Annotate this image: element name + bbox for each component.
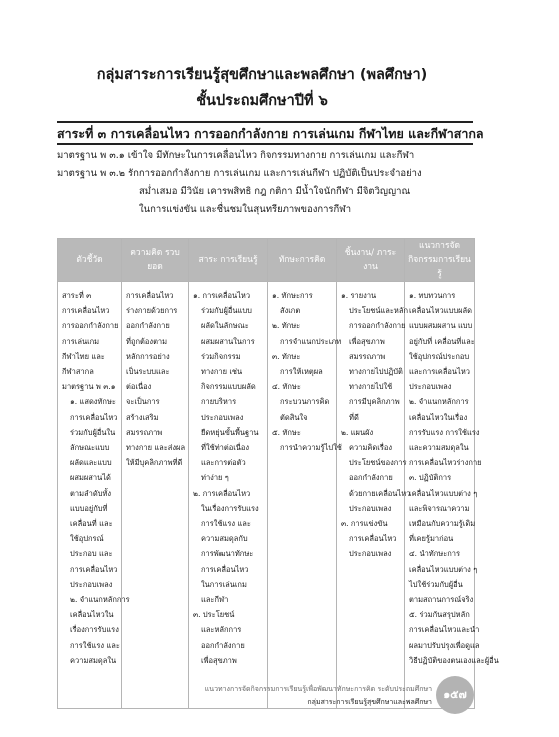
curriculum-table bbox=[57, 238, 499, 709]
cell-line: เคลื่อนไหวใน bbox=[70, 610, 114, 620]
cell-line: การพัฒนาทักษะ bbox=[201, 549, 254, 559]
header-indicator: ตัวชี้วัด bbox=[58, 239, 122, 282]
cell-line: ร่วมกิจกรรม bbox=[201, 351, 241, 361]
cell-line: กิจกรรมแบบผลัด bbox=[201, 382, 256, 392]
cell-line: การเคลื่อนไหว bbox=[201, 564, 249, 574]
cell-line: ผสมผสานในการ bbox=[201, 336, 255, 346]
cell-line: ๔. ทักษะ bbox=[272, 382, 301, 392]
cell-line: ที่ดี bbox=[349, 412, 359, 422]
cell-line: ประกอบเพลง bbox=[201, 412, 244, 422]
cell-line: การออกกำลังกาย bbox=[349, 321, 406, 331]
cell-line: ประโยชน์และหลัก bbox=[349, 306, 408, 316]
cell-line: การใช้แรง และ bbox=[70, 640, 120, 650]
cell-line: กีฬาไทย และ bbox=[62, 351, 105, 361]
header-activities: แนวการจัด กิจกรรมการเรียนรู้ bbox=[405, 239, 475, 282]
thinking-skills-cell bbox=[268, 282, 342, 709]
cell-line: การเคลื่อนไหวร่างกาย bbox=[409, 458, 482, 468]
cell-line: ตามสถานการณ์จริง bbox=[409, 595, 474, 605]
page-title: กลุ่มสาระการเรียนรู้สุขศึกษาและพลศึกษา (พลศึกษา) bbox=[96, 67, 428, 83]
cell-line: การเล่นเกม bbox=[62, 336, 100, 346]
cell-line: ท่าง่าย ๆ bbox=[201, 473, 229, 483]
cell-line: กระบวนการคิด bbox=[280, 397, 330, 407]
cell-line: ด้วยกายเคลื่อนไหว bbox=[349, 488, 411, 498]
cell-line: การเคลื่อนไหวและนำ bbox=[409, 625, 480, 635]
standard-1: มาตรฐาน พ ๓.๑ เข้าใจ มีทักษะในการเคลื่อนไหว กิจกรรมทางกาย การเล่นเกม และกีฬา bbox=[57, 150, 415, 161]
cell-line: ตัดสินใจ bbox=[280, 412, 308, 422]
cell-line: การมีบุคลิกภาพ bbox=[349, 397, 400, 407]
cell-line: ประกอบเพลง bbox=[349, 503, 392, 513]
cell-line: การเคลื่อนไหว bbox=[70, 564, 118, 574]
cell-line: ต่อเนื่อง bbox=[126, 382, 152, 392]
cell-line: ที่ใช้ท่าต่อเนื่อง bbox=[201, 443, 250, 453]
cell-line: ออกกำลังกาย bbox=[126, 321, 170, 331]
cell-line: ๑. ทักษะการ bbox=[272, 291, 313, 300]
page-number-badge: ๑๕๗ bbox=[436, 676, 474, 714]
cell-line: ๕. ทักษะ bbox=[272, 427, 301, 437]
cell-line: ความคิดเรื่อง bbox=[349, 443, 393, 453]
cell-line: และความสมดุลใน bbox=[409, 443, 469, 453]
cell-line: ๑. รายงาน bbox=[341, 291, 377, 300]
cell-line: ออกกำลังกาย bbox=[201, 640, 245, 650]
cell-line: แบบผสมผสาน แบบ bbox=[409, 321, 473, 331]
standard-2-line1: มาตรฐาน พ ๓.๒ รักการออกกำลังกาย การเล่นเกม และการเล่นกีฬา ปฏิบัติเป็นประจำอย่าง bbox=[57, 168, 422, 179]
cell-line: การเคลื่อนไหว bbox=[70, 412, 118, 422]
cell-line: อยู่กับที่ เคลื่อนที่และ bbox=[409, 336, 475, 346]
header-tasks: ชิ้นงาน/ ภาระงาน bbox=[337, 239, 405, 282]
cell-line: ประกอบ และ bbox=[70, 549, 113, 559]
cell-line: ประโยชน์ของการ bbox=[349, 458, 407, 468]
cell-line: ผลัดในลักษณะ bbox=[201, 321, 249, 331]
cell-line: การออกกำลังกาย bbox=[62, 321, 119, 331]
cell-line: และการเคลื่อนไหว bbox=[409, 367, 470, 377]
cell-line: เหมือนกับความรู้เดิม bbox=[409, 519, 476, 529]
cell-line: ๑. ทบทวนการ bbox=[409, 291, 456, 300]
cell-line: หลักการอย่าง bbox=[126, 351, 170, 361]
cell-line: ใช้อุปกรณ์ประกอบ bbox=[409, 351, 470, 361]
cell-line: เคลื่อนที่ และ bbox=[70, 519, 113, 529]
cell-line: เพื่อสุขภาพ bbox=[349, 336, 385, 346]
cell-line: และพิจารณาความ bbox=[409, 503, 470, 513]
cell-line: กีฬาสากล bbox=[62, 367, 94, 377]
cell-line: สังเกต bbox=[280, 306, 301, 316]
cell-line: ยืดหยุ่นขั้นพื้นฐาน bbox=[201, 427, 259, 437]
cell-line: เคลื่อนไหวในเรื่อง bbox=[409, 412, 468, 422]
footer-subject: กลุ่มสาระการเรียนรู้สุขศึกษาและพลศึกษา bbox=[307, 698, 432, 706]
cell-line: ๒. จำแนกหลักการ bbox=[409, 397, 469, 407]
top-divider bbox=[57, 121, 473, 123]
cell-line: ๑. แสดงทักษะ bbox=[70, 397, 116, 407]
cell-line: และหลักการ bbox=[201, 625, 242, 635]
cell-line: ผลัดและแบบ bbox=[70, 458, 112, 468]
grade-subtitle: ชั้นประถมศึกษาปีที่ ๖ bbox=[196, 93, 328, 109]
cell-line: เคลื่อนไหวแบบผลัด bbox=[409, 306, 472, 316]
heading-divider bbox=[57, 143, 473, 145]
cell-line: ๓. ทักษะ bbox=[272, 351, 301, 361]
cell-line: ผสมผสานได้ bbox=[70, 473, 111, 483]
learning-content-cell bbox=[189, 282, 268, 709]
cell-line: กายบริหาร bbox=[201, 397, 237, 407]
cell-line: การรับแรง การใช้แรง bbox=[409, 427, 480, 437]
cell-line: สาระที่ ๓ bbox=[62, 291, 92, 300]
cell-line: ๒. ทักษะ bbox=[272, 321, 301, 331]
cell-line: ทางกาย เช่น bbox=[201, 367, 243, 377]
cell-line: ประกอบเพลง bbox=[70, 579, 113, 589]
cell-line: สมรรถภาพ bbox=[349, 351, 386, 361]
cell-line: การเคลื่อนไหว bbox=[62, 306, 110, 316]
cell-line: และการต่อตัว bbox=[201, 458, 246, 468]
header-thinking-skills: ทักษะการคิด bbox=[268, 239, 337, 282]
indicator-cell bbox=[58, 282, 130, 709]
cell-line: ทางกายไปปฏิบัติ bbox=[349, 367, 403, 377]
cell-line: ไปใช้ร่วมกับผู้อื่น bbox=[409, 579, 463, 589]
cell-line: ๓. ปฏิบัติการ bbox=[409, 473, 452, 483]
cell-line: เรื่องการรับแรง bbox=[70, 625, 119, 635]
cell-line: ๔. นำทักษะการ bbox=[409, 549, 461, 559]
cell-line: เคลื่อนไหวแบบต่าง ๆ bbox=[409, 488, 478, 498]
cell-line: วิธีปฏิบัติของตนเองและผู้อื่น bbox=[409, 655, 499, 665]
cell-line: ๑. การเคลื่อนไหว bbox=[193, 291, 251, 300]
cell-line: ร่วมกับผู้อื่นใน bbox=[70, 427, 116, 437]
cell-line: การจำแนกประเภท bbox=[280, 336, 342, 346]
cell-line: ลักษณะแบบ bbox=[70, 443, 110, 453]
cell-line: การเคลื่อนไหว bbox=[349, 534, 397, 544]
cell-line: ๒. การเคลื่อนไหว bbox=[193, 488, 251, 498]
cell-line: มาตรฐาน พ ๓.๑ bbox=[62, 382, 116, 392]
cell-line: ออกกำลังกาย bbox=[349, 473, 393, 483]
activities-cell bbox=[405, 282, 499, 709]
cell-line: ร่างกายด้วยการ bbox=[126, 306, 178, 316]
cell-line: การนำความรู้ไปใช้ bbox=[280, 443, 342, 453]
header-concept: ความคิด รวบยอด bbox=[122, 239, 189, 282]
cell-line: สมรรถภาพ bbox=[126, 427, 163, 437]
cell-line: ความสมดุลใน bbox=[70, 655, 117, 665]
cell-line: ๓. ประโยชน์ bbox=[193, 610, 235, 620]
standard-2-line3: ในการแข่งขัน และชื่นชมในสุนทรียภาพของการกีฬา bbox=[139, 204, 352, 215]
cell-line: ตามลำดับทั้ง bbox=[70, 488, 112, 498]
cell-line: ความสมดุลกับ bbox=[201, 534, 248, 544]
cell-line: ในเรื่องการรับแรง bbox=[201, 503, 259, 513]
cell-line: จะเป็นการ bbox=[126, 397, 160, 407]
cell-line: ร่วมกับผู้อื่นแบบ bbox=[201, 306, 252, 316]
cell-line: เพื่อสุขภาพ bbox=[201, 655, 237, 665]
cell-line: การเคลื่อนไหว bbox=[126, 291, 174, 300]
cell-line: ในการเล่นเกม bbox=[201, 579, 247, 589]
cell-line: และกีฬา bbox=[201, 595, 229, 605]
cell-line: การให้เหตุผล bbox=[280, 367, 323, 377]
cell-line: ประกอบเพลง bbox=[409, 382, 452, 392]
table-header-row bbox=[58, 239, 475, 282]
cell-line: ที่เคยรู้มาก่อน bbox=[409, 534, 454, 544]
strand-heading: สาระที่ ๓ การเคลื่อนไหว การออกกำลังกาย การเล่นเกม กีฬาไทย และกีฬาสากล bbox=[57, 126, 484, 141]
cell-line: ให้มีบุคลิกภาพที่ดี bbox=[126, 458, 183, 468]
cell-line: สร้างเสริม bbox=[126, 412, 159, 422]
cell-line: ทางกายไปใช้ bbox=[349, 382, 393, 392]
cell-line: ใช้อุปกรณ์ bbox=[70, 534, 104, 544]
cell-line: ๓. การแข่งขัน bbox=[341, 519, 388, 529]
cell-line: ๒. แผนผัง bbox=[341, 427, 374, 437]
cell-line: เป็นระบบและ bbox=[126, 367, 170, 377]
cell-line: เคลื่อนไหวแบบต่าง ๆ bbox=[409, 564, 478, 574]
cell-line: ๒. จำแนกหลักการ bbox=[70, 595, 130, 605]
cell-line: การใช้แรง และ bbox=[201, 519, 251, 529]
cell-line: ทางกาย และส่งผล bbox=[126, 443, 186, 453]
table-row bbox=[58, 282, 475, 709]
cell-line: ประกอบเพลง bbox=[349, 549, 392, 559]
header-learning-content: สาระ การเรียนรู้ bbox=[189, 239, 268, 282]
concept-cell bbox=[122, 282, 189, 709]
cell-line: ที่ถูกต้องตาม bbox=[126, 336, 168, 346]
cell-line: ผลมาปรับปรุงเพื่อดูแล bbox=[409, 640, 480, 650]
footer-book-title: แนวทางการจัดกิจกรรมการเรียนรู้เพื่อพัฒนาทักษะการคิด ระดับประถมศึกษา bbox=[204, 685, 432, 693]
cell-line: แบบอยู่กับที่ bbox=[70, 503, 108, 513]
tasks-cell bbox=[337, 282, 411, 709]
standard-2-line2: สม่ำเสมอ มีวินัย เคารพสิทธิ กฎ กติกา มีน้ำใจนักกีฬา มีจิตวิญญาณ bbox=[139, 186, 411, 197]
cell-line: ๕. ร่วมกันสรุปหลัก bbox=[409, 610, 470, 620]
